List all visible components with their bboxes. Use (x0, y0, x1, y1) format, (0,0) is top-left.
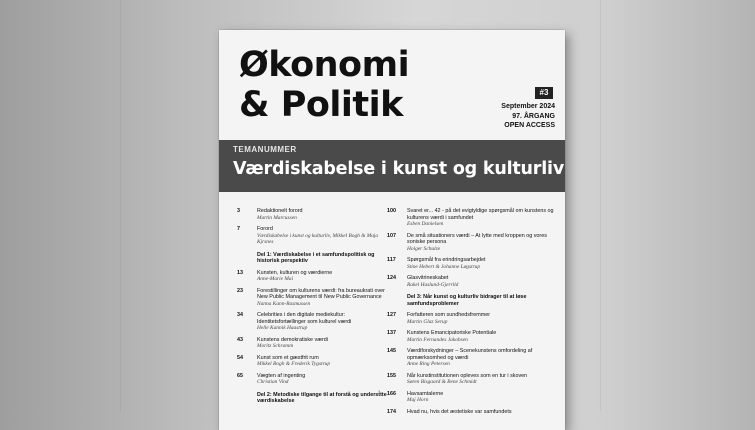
issue-number-badge: #3 (535, 87, 553, 99)
wall-seam (120, 0, 121, 411)
magazine-title-line2: & Politik (239, 85, 403, 125)
toc-title: Glasvitrineskabet (407, 275, 449, 281)
toc-page-number: 54 (237, 354, 243, 361)
toc-author: Esben Danielsen (407, 221, 444, 227)
toc-section-heading: Del 1: Værdiskabelse i et samfundspolitisk og historisk perspektiv (257, 251, 375, 264)
toc-author: Rakel Haslund-Gjerrild (407, 281, 459, 288)
toc-entry (237, 226, 387, 246)
toc-entry (237, 208, 387, 221)
toc-page-number: 65 (237, 372, 243, 379)
toc-page-number: 174 (387, 408, 396, 415)
toc-author: Christian Vind (257, 379, 289, 385)
toc-author: Søren Bisgaard & Bene Schmidt (407, 379, 477, 385)
toc-section-heading: Del 3: Når kunst og kulturliv bidrager til at løse samfundsproblemer (407, 294, 527, 307)
toc-entry (237, 288, 387, 308)
toc-entry (387, 208, 557, 228)
toc-title: Kunst som et gæstfrit rum (257, 354, 319, 361)
issue-info (501, 102, 555, 131)
magazine-title-line1: Økonomi (239, 45, 410, 85)
issue-volume: 97. ÅRGANG (512, 112, 555, 120)
toc-entry (237, 355, 387, 368)
toc-title: Kunstens demokratiske værdi (257, 336, 329, 343)
issue-date: September 2024 (501, 103, 555, 110)
toc-page-number: 13 (237, 269, 243, 276)
toc-left-column (237, 208, 387, 410)
toc-entry (387, 391, 557, 404)
toc-page-number: 23 (237, 287, 243, 294)
toc-author: Martin Glaz Serup (407, 318, 448, 325)
toc-page-number: 137 (387, 330, 396, 336)
wall-seam (600, 0, 601, 411)
toc-section-heading: Del 2: Metodiske tilgange til at forstå og underst̊tte værdiskabelse (257, 391, 387, 404)
magazine-cover (219, 30, 565, 430)
toc-title: Forfatteren som sundhedsfremmer (407, 312, 490, 318)
toc-page-number: 155 (387, 372, 396, 379)
toc-title: Kunstens Emancipatoriske Potentiale (407, 330, 497, 336)
toc-author: Nanna Kann-Rasmussen (257, 300, 311, 307)
toc-page-number: 3 (237, 208, 240, 214)
toc-title: Havsamtalerne (407, 390, 444, 397)
toc-page-number: 100 (387, 208, 396, 214)
toc-entry (237, 373, 387, 386)
toc-entry (237, 337, 387, 350)
toc-page-number: 127 (387, 312, 396, 318)
toc-title: Celebrities i den digitale mediekultur: Identitetsfortællinger som kulturel værdi (257, 312, 352, 325)
toc-page-number: 117 (387, 257, 396, 263)
toc-title: Kunsten, kulturen og værdierne (257, 269, 333, 276)
toc-author: Mikkel Bogh & Frederik Tygstrup (257, 361, 331, 367)
toc-author: Anne-Marie Mai (257, 276, 294, 282)
toc-author: Moritz Schramm (257, 343, 294, 349)
toc-author: Holger Schulze (407, 245, 441, 252)
toc-title: Forestillinger om kulturens værdi: fra bureaukrati over New Public Management til New Public Governance (257, 287, 385, 300)
toc-author: Stine Hebert & Johanne Løgstrup (407, 263, 481, 270)
toc-entry (237, 270, 387, 283)
theme-banner (219, 140, 565, 192)
toc-title: Hvad nu, hvis det æstetiske var samfundets (407, 408, 512, 415)
toc-page-number: 124 (387, 275, 396, 281)
toc-entry (387, 373, 557, 386)
toc-entry (387, 257, 557, 270)
toc-right-column (387, 208, 557, 420)
theme-title: Værdiskabelse i kunst og kulturliv (233, 159, 565, 179)
toc-title: De små situationers værdi – At lytte med kroppen og vores soniske persona (407, 232, 547, 245)
toc-title: Værdiforskydninger – Scenekunstens omfordeling af opmærksomhed og værdi (407, 348, 533, 361)
toc-entry (387, 330, 557, 343)
toc-entry (387, 275, 557, 288)
banner-label: TEMANUMMER (233, 145, 297, 154)
toc-entry (387, 233, 557, 253)
toc-author: Anne Ring Petersen (407, 361, 450, 367)
toc-title: Når kunstinstitutionen opleves som en tur i skoven (407, 372, 528, 379)
toc-author: Martin Fernandes Jakobsen (407, 336, 468, 343)
toc-entry (387, 348, 557, 368)
toc-author: Maj Horn (407, 397, 429, 403)
toc-entry (387, 409, 557, 416)
toc-page-number: 34 (237, 312, 243, 318)
toc-title: Vægten af ingenting (257, 372, 306, 379)
toc-author: Værdiskabelse i kunst og kulturliv, Mikkel Bogh & Maja Kjrsnes (257, 232, 379, 245)
issue-access: OPEN ACCESS (504, 122, 555, 129)
toc-title: Redaktionelt forord (257, 208, 303, 214)
toc-page-number: 7 (237, 226, 240, 232)
toc-entry (237, 312, 387, 332)
toc-entry (387, 312, 557, 325)
toc-page-number: 107 (387, 232, 396, 239)
toc-title: Svaret er... 42 - på det evigtyldige spørgsmål om kunstens og kulturens værdi i samfundet (407, 208, 554, 221)
toc-page-number: 166 (387, 390, 396, 397)
toc-page-number: 145 (387, 348, 396, 354)
toc-author: Helle Kannik Haastrup (257, 325, 308, 331)
toc-title: Spørgsmål fra erindringsarbejdet (407, 257, 486, 263)
toc-title: Forord (257, 226, 273, 232)
toc-author: Martin Marcussen (257, 214, 297, 221)
toc-page-number: 43 (237, 336, 243, 343)
